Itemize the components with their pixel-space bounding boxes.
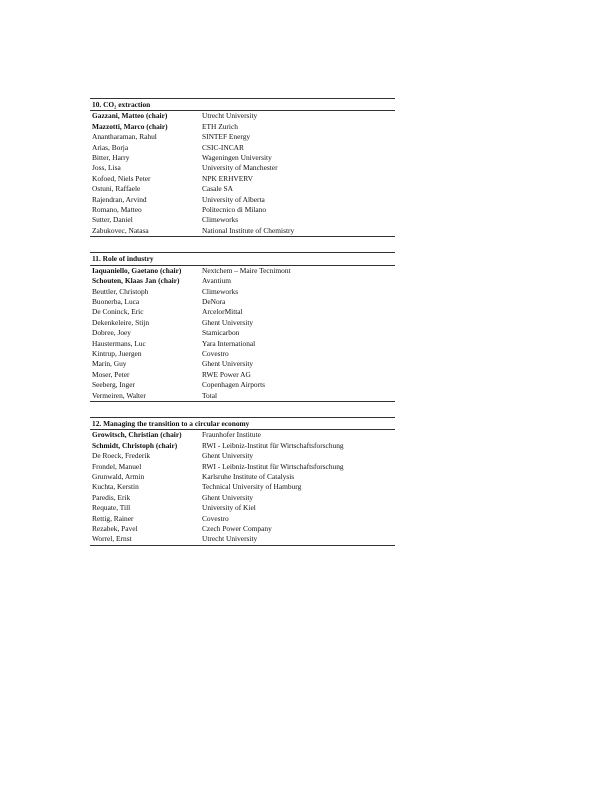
member-affiliation: RWI - Leibniz-Institut für Wirtschaftsforschung xyxy=(202,461,344,471)
member-name: Moser, Peter xyxy=(92,369,130,379)
member-name: Kuchta, Kerstin xyxy=(92,482,139,492)
member-name: Kofoed, Niels Peter xyxy=(92,173,151,183)
working-group-title: 10. CO₂ extraction xyxy=(90,99,395,111)
member-name: Joss, Lisa xyxy=(92,163,121,173)
member-name: Vermeiren, Walter xyxy=(90,391,200,402)
member-affiliation: DeNora xyxy=(202,296,226,306)
member-row xyxy=(90,265,395,276)
member-affiliation: Utrecht University xyxy=(202,111,258,121)
member-affiliation: ETH Zurich xyxy=(202,121,238,131)
member-affiliation: RWI - Leibniz-Institut für Wirtschaftsforschung xyxy=(202,440,344,450)
member-affiliation: Ghent University xyxy=(202,359,254,369)
member-affiliation: Wageningen University xyxy=(202,153,272,163)
member-name: Seeberg, Inger xyxy=(92,380,135,390)
member-row xyxy=(90,153,395,163)
member-affiliation: RWE Power AG xyxy=(202,369,251,379)
member-row xyxy=(90,430,395,441)
member-name: Haustermans, Luc xyxy=(92,338,146,348)
member-affiliation: NPK ERHVERV xyxy=(202,173,253,183)
member-row xyxy=(90,318,395,328)
member-name: Grunwald, Armin xyxy=(92,472,145,481)
member-row xyxy=(90,163,395,173)
member-name-chair: Iaquaniello, Gaetano (chair) xyxy=(92,265,182,275)
member-affiliation: Czech Power Company xyxy=(202,524,272,534)
member-name: Buonerba, Luca xyxy=(92,296,140,306)
member-row xyxy=(90,514,395,524)
member-row xyxy=(90,111,395,122)
member-affiliation: Ghent University xyxy=(202,492,254,502)
member-affiliation: ArcelorMittal xyxy=(202,307,243,317)
member-affiliation: Fraunhofer Institute xyxy=(202,430,261,440)
member-row xyxy=(90,132,395,142)
member-affiliation: Nextchem – Maire Tecnimont xyxy=(202,265,291,275)
member-affiliation: Utrecht University xyxy=(200,534,395,545)
member-row xyxy=(90,205,395,215)
working-group-table xyxy=(90,252,395,402)
member-name: Rettig, Rainer xyxy=(92,513,134,523)
member-affiliation: Total xyxy=(200,391,395,402)
member-name: Anantharaman, Rahul xyxy=(92,132,157,142)
member-row xyxy=(90,184,395,194)
working-group-title: 11. Role of industry xyxy=(90,253,395,265)
member-row xyxy=(90,503,395,513)
member-name: Ostuni, Raffaele xyxy=(92,184,141,194)
member-affiliation: Climeworks xyxy=(202,286,239,296)
member-row xyxy=(90,451,395,461)
member-row xyxy=(90,441,395,451)
member-affiliation: Avantium xyxy=(202,276,232,286)
member-affiliation: Yara International xyxy=(202,338,256,348)
member-name: Requate, Till xyxy=(92,503,131,513)
member-affiliation: SINTEF Energy xyxy=(202,132,251,142)
member-row xyxy=(90,307,395,317)
member-name: Rajendran, Arvind xyxy=(92,194,147,204)
member-name: Sutter, Daniel xyxy=(92,215,133,225)
member-name: Rezabek, Pavel xyxy=(92,524,138,534)
member-name-chair: Schmidt, Christoph (chair) xyxy=(92,440,178,450)
member-row xyxy=(90,524,395,534)
member-row xyxy=(90,349,395,359)
member-row xyxy=(90,380,395,390)
member-row xyxy=(90,276,395,286)
member-name: De Coninck, Eric xyxy=(92,307,144,317)
member-name: Marin, Guy xyxy=(92,359,127,369)
working-group-title: 12. Managing the transition to a circular economy xyxy=(90,417,395,429)
member-affiliation: University of Kiel xyxy=(202,503,256,513)
member-row xyxy=(90,143,395,153)
member-name: Arias, Borja xyxy=(92,142,129,152)
member-name: Paredis, Erik xyxy=(92,492,131,502)
member-affiliation: Copenhagen Airports xyxy=(202,380,266,390)
member-affiliation: Karlsruhe Institute of Catalysis xyxy=(202,472,295,481)
member-row xyxy=(90,391,395,402)
member-affiliation: Casale SA xyxy=(202,184,233,194)
member-name-chair: Mazzotti, Marco (chair) xyxy=(92,121,168,131)
member-name: Frondel, Manuel xyxy=(92,461,142,471)
member-name: De Roeck, Frederik xyxy=(92,451,151,461)
member-row xyxy=(90,462,395,472)
member-name: Kintrup, Juergen xyxy=(92,348,142,358)
member-name-chair: Growitsch, Christian (chair) xyxy=(92,430,182,440)
member-name: Dobree, Joey xyxy=(92,328,131,338)
member-row xyxy=(90,195,395,205)
member-row xyxy=(90,493,395,503)
working-group-table xyxy=(90,98,395,237)
member-row xyxy=(90,226,395,237)
member-row xyxy=(90,215,395,225)
member-affiliation: University of Manchester xyxy=(202,163,278,173)
member-affiliation: University of Alberta xyxy=(202,194,265,204)
member-row xyxy=(90,297,395,307)
member-affiliation: National Institute of Chemistry xyxy=(200,226,395,237)
member-affiliation: CSIC-INCAR xyxy=(202,142,244,152)
member-affiliation: Covestro xyxy=(202,348,229,358)
member-name: Bitter, Harry xyxy=(92,153,130,163)
member-name: Dekenkeleire, Stijn xyxy=(92,317,150,327)
member-row xyxy=(90,482,395,492)
member-row xyxy=(90,328,395,338)
member-row xyxy=(90,339,395,349)
working-group-table xyxy=(90,417,395,546)
member-name: Romano, Matteo xyxy=(92,205,142,215)
member-affiliation: Politecnico di Milano xyxy=(202,205,267,215)
member-affiliation: Ghent University xyxy=(202,317,254,327)
member-affiliation: Climeworks xyxy=(202,215,239,225)
member-row xyxy=(90,370,395,380)
member-name-chair: Gazzani, Matteo (chair) xyxy=(92,111,168,121)
member-name: Beuttler, Christoph xyxy=(92,286,149,296)
member-name: Zabukovec, Natasa xyxy=(90,226,200,237)
member-affiliation: Covestro xyxy=(202,513,229,523)
member-row xyxy=(90,287,395,297)
member-affiliation: Ghent University xyxy=(202,451,254,461)
working-groups-list xyxy=(90,98,395,561)
member-row xyxy=(90,534,395,545)
member-row xyxy=(90,174,395,184)
member-affiliation: Stamicarbon xyxy=(202,328,240,338)
member-name-chair: Schouten, Klaas Jan (chair) xyxy=(92,276,180,286)
member-row xyxy=(90,122,395,132)
member-name: Worrel, Ernst xyxy=(90,534,200,545)
member-affiliation: Technical University of Hamburg xyxy=(202,482,302,492)
member-row xyxy=(90,472,395,482)
member-row xyxy=(90,359,395,369)
